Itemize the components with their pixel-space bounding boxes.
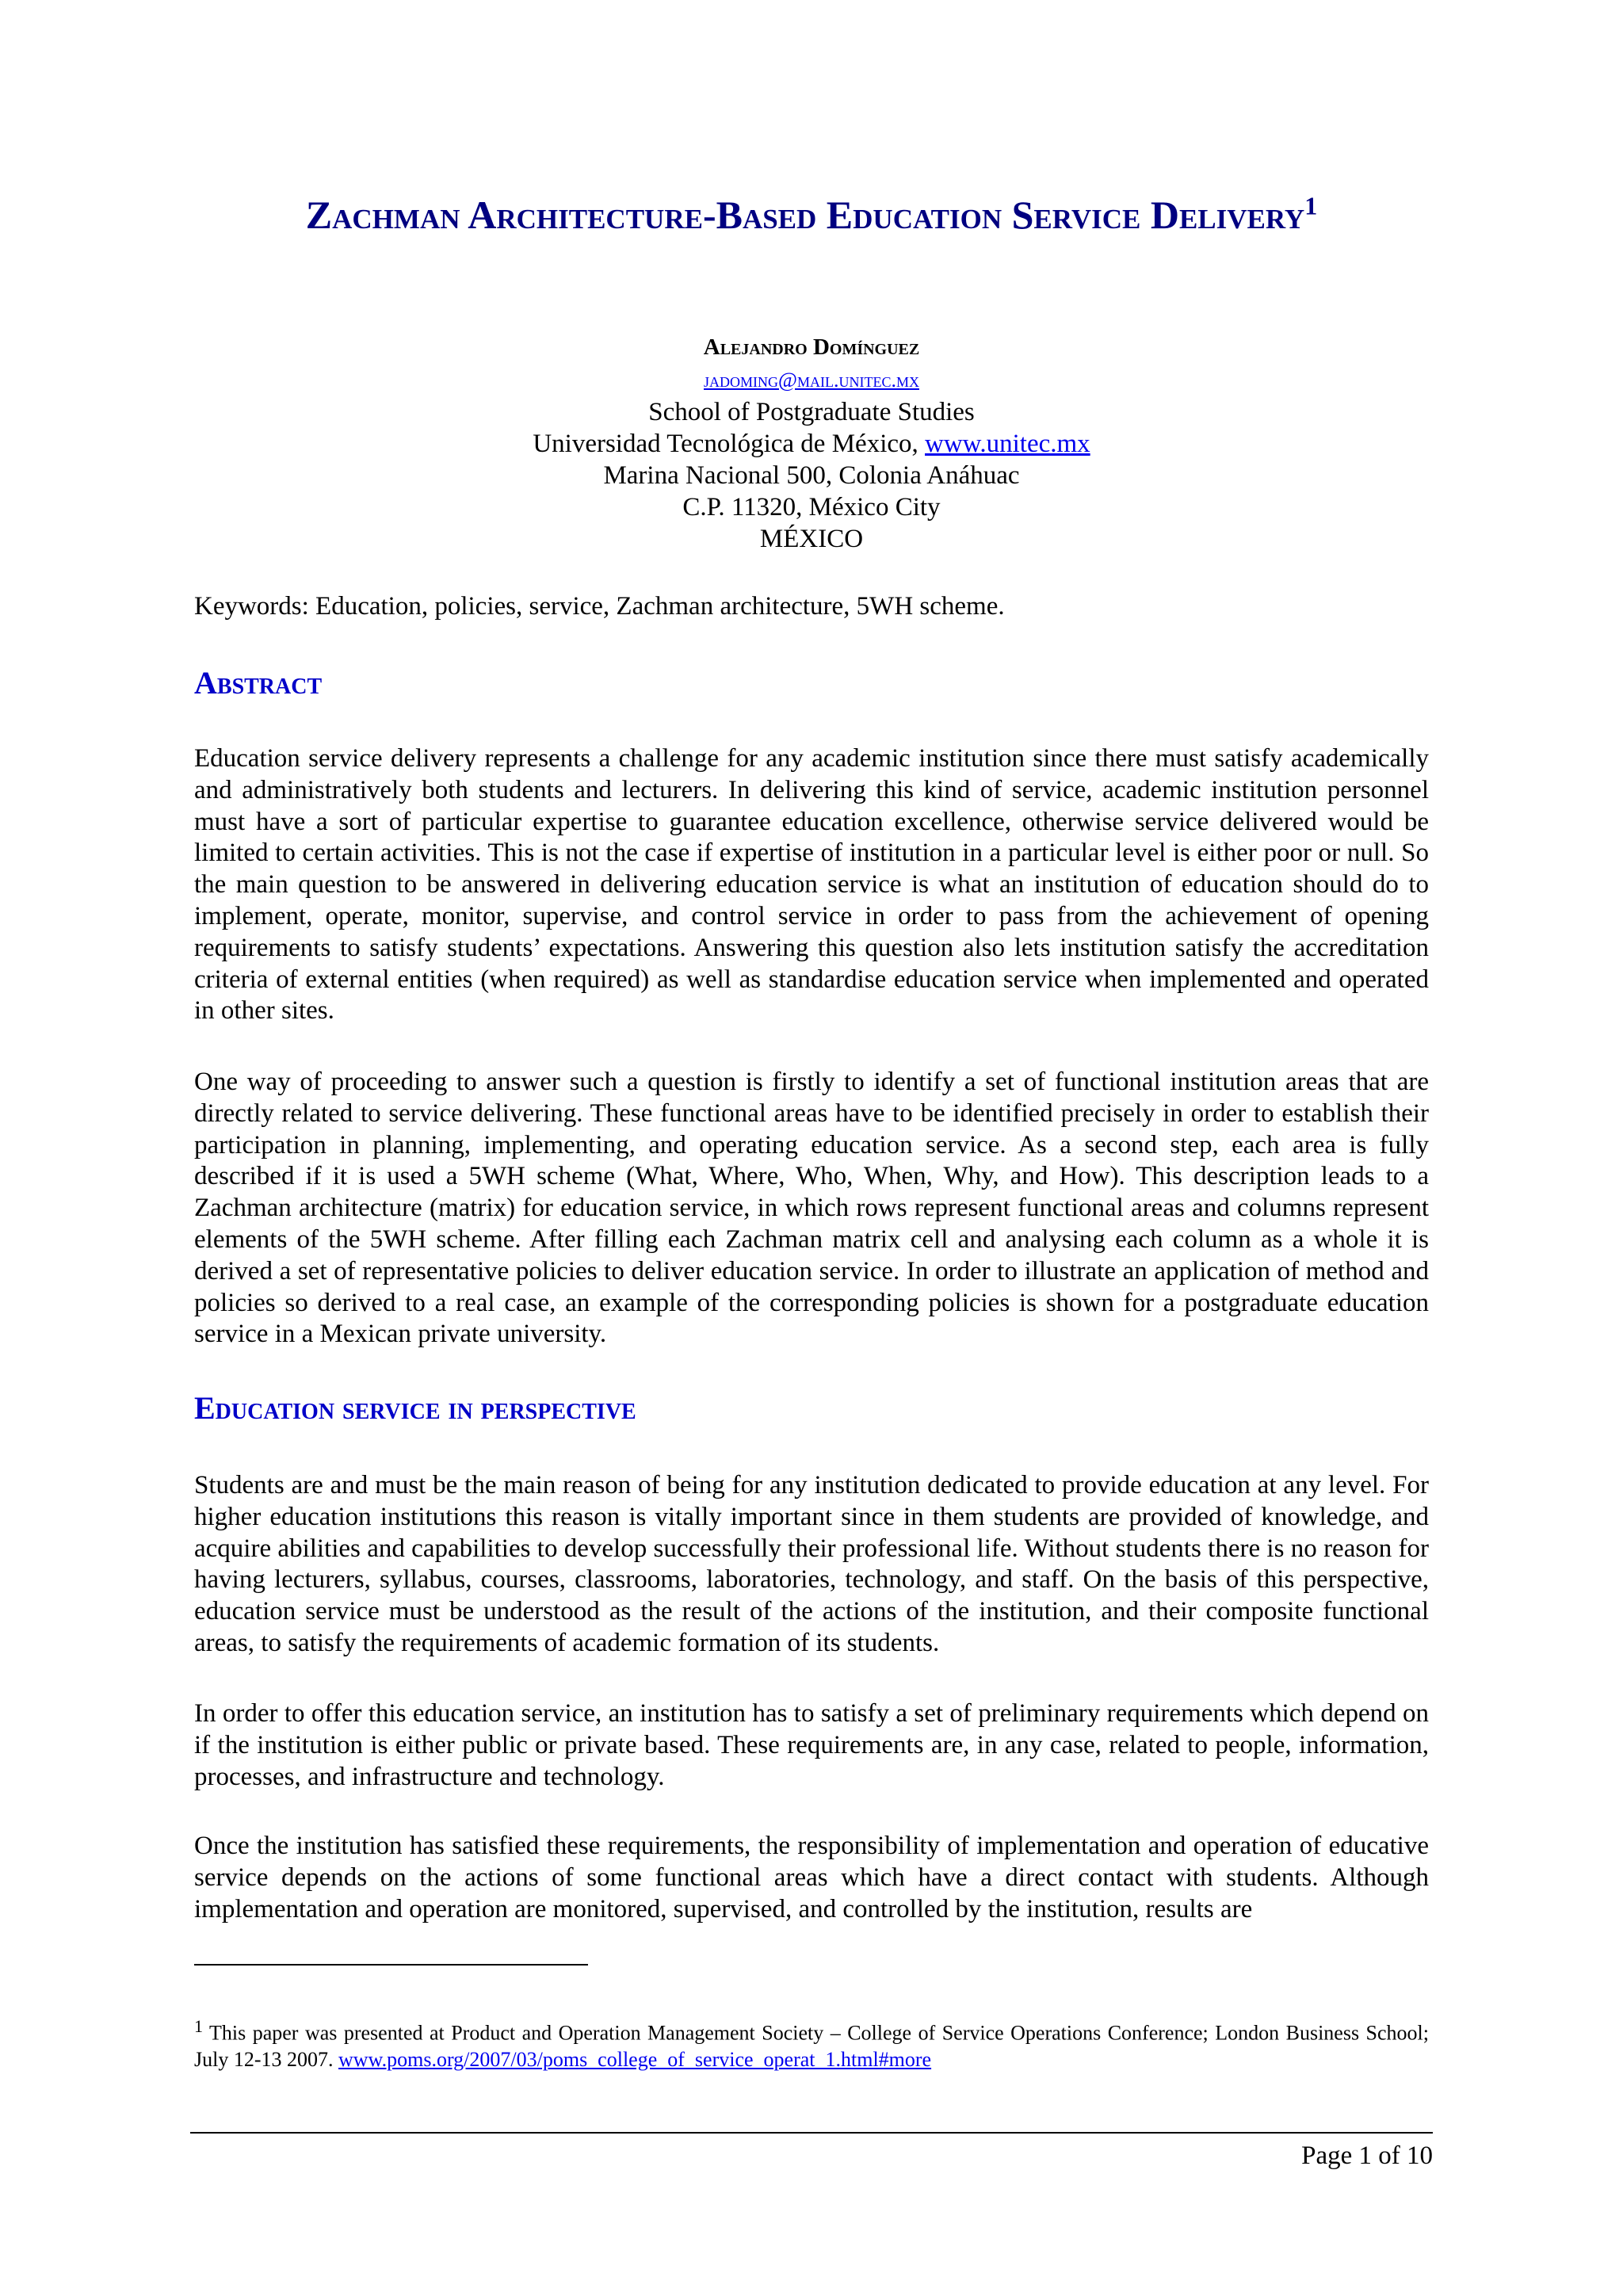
footnote-number: 1 [194, 2016, 203, 2036]
address-street: Marina Nacional 500, Colonia Anáhuac [603, 461, 1020, 490]
title-footnote-ref[interactable]: 1 [1304, 191, 1318, 220]
affiliation-school: School of Postgraduate Studies [648, 398, 975, 426]
address-city: C.P. 11320, México City [682, 493, 941, 521]
affiliation-university-text: Universidad Tecnológica de México, [533, 430, 926, 458]
address-country: MÉXICO [759, 525, 864, 553]
paper-title-text: Zachman Architecture-Based Education Service Delivery [305, 193, 1305, 237]
author-email-link[interactable]: jadoming@mail.unitec.mx [704, 369, 919, 392]
abstract-paragraph-2: One way of proceeding to answer such a question is firstly to identify a set of functional institution areas that are directly related to service delivering. These functional areas have to be identified precisely in order to establish their participation in planning, implementing, and operating education service. As a second step, each area is fully described if it is used a 5WH scheme (What, Where, Who, When, Why, and How). This description leads to a Zachman architecture (matrix) for education service, in which rows represent functional areas and columns represent elements of the 5WH scheme. After filling each Zachman matrix cell and analysing each column as a whole it is derived a set of representative policies to deliver education service. In order to illustrate an application of method and policies so derived to a real case, an example of the corresponding policies is shown for a postgraduate education service in a Mexican private university. [194, 1068, 1429, 1349]
paper-title [194, 190, 1429, 239]
author-block [194, 331, 1429, 555]
footer-divider [190, 2132, 1433, 2134]
keywords: Keywords: Education, policies, service, Zachman architecture, 5WH scheme. [194, 592, 1005, 621]
perspective-paragraph-3: Once the institution has satisfied these requirements, the responsibility of implementation and operation of educative service depends on the actions of some functional areas which have a direct contact with students. Although implementation and operation are monitored, supervised, and controlled by the institution, results are [194, 1832, 1429, 1924]
perspective-paragraph-1: Students are and must be the main reason of being for any institution dedicated to provide education at any level. For higher education institutions this reason is vitally important since in them students are provided of knowledge, and acquire abilities and capabilities to develop successfully their professional life. Without students there is no reason for having lecturers, syllabus, courses, classrooms, laboratories, technology, and staff. On the basis of this perspective, education service must be understood as the result of the actions of the institution, and their composite functional areas, to satisfy the requirements of academic formation of its students. [194, 1471, 1429, 1657]
author-name: Alejandro Domínguez [703, 334, 920, 360]
footnote-link[interactable]: www.poms.org/2007/03/poms_college_of_service_operat_1.html#more [338, 2047, 932, 2071]
footnote [194, 2013, 1429, 2073]
footnote-divider [194, 1964, 588, 1966]
page-number: Page 1 of 10 [1301, 2141, 1433, 2170]
university-website-link[interactable]: www.unitec.mx [925, 430, 1090, 458]
abstract-paragraph-1: Education service delivery represents a challenge for any academic institution since there must satisfy academically and administratively both students and lecturers. In delivering this kind of service, academic institution personnel must have a sort of particular expertise to guarantee education excellence, otherwise service delivered would be limited to certain activities. This is not the case if expertise of institution in a particular level is either poor or null. So the main question to be answered in delivering education service is what an institution of education should do to implement, operate, monitor, supervise, and control service in order to pass from the achievement of opening requirements to satisfy students’ expectations. Answering this question also lets institution satisfy the accreditation criteria of external entities (when required) as well as standardise education service when implemented and operated in other sites. [194, 744, 1429, 1026]
abstract-heading: Abstract [194, 665, 323, 701]
footnote-text: This paper was presented at Product and Operation Management Society – College of Service Operations Conference; London Business School; July 12-13 2007. [194, 2021, 1429, 2071]
perspective-paragraph-2: In order to offer this education service, an institution has to satisfy a set of preliminary requirements which depend on if the institution is either public or private based. These requirements are, in any case, related to people, information, processes, and infrastructure and technology. [194, 1699, 1429, 1791]
perspective-heading: Education service in perspective [194, 1390, 636, 1426]
affiliation-university [194, 428, 1429, 460]
